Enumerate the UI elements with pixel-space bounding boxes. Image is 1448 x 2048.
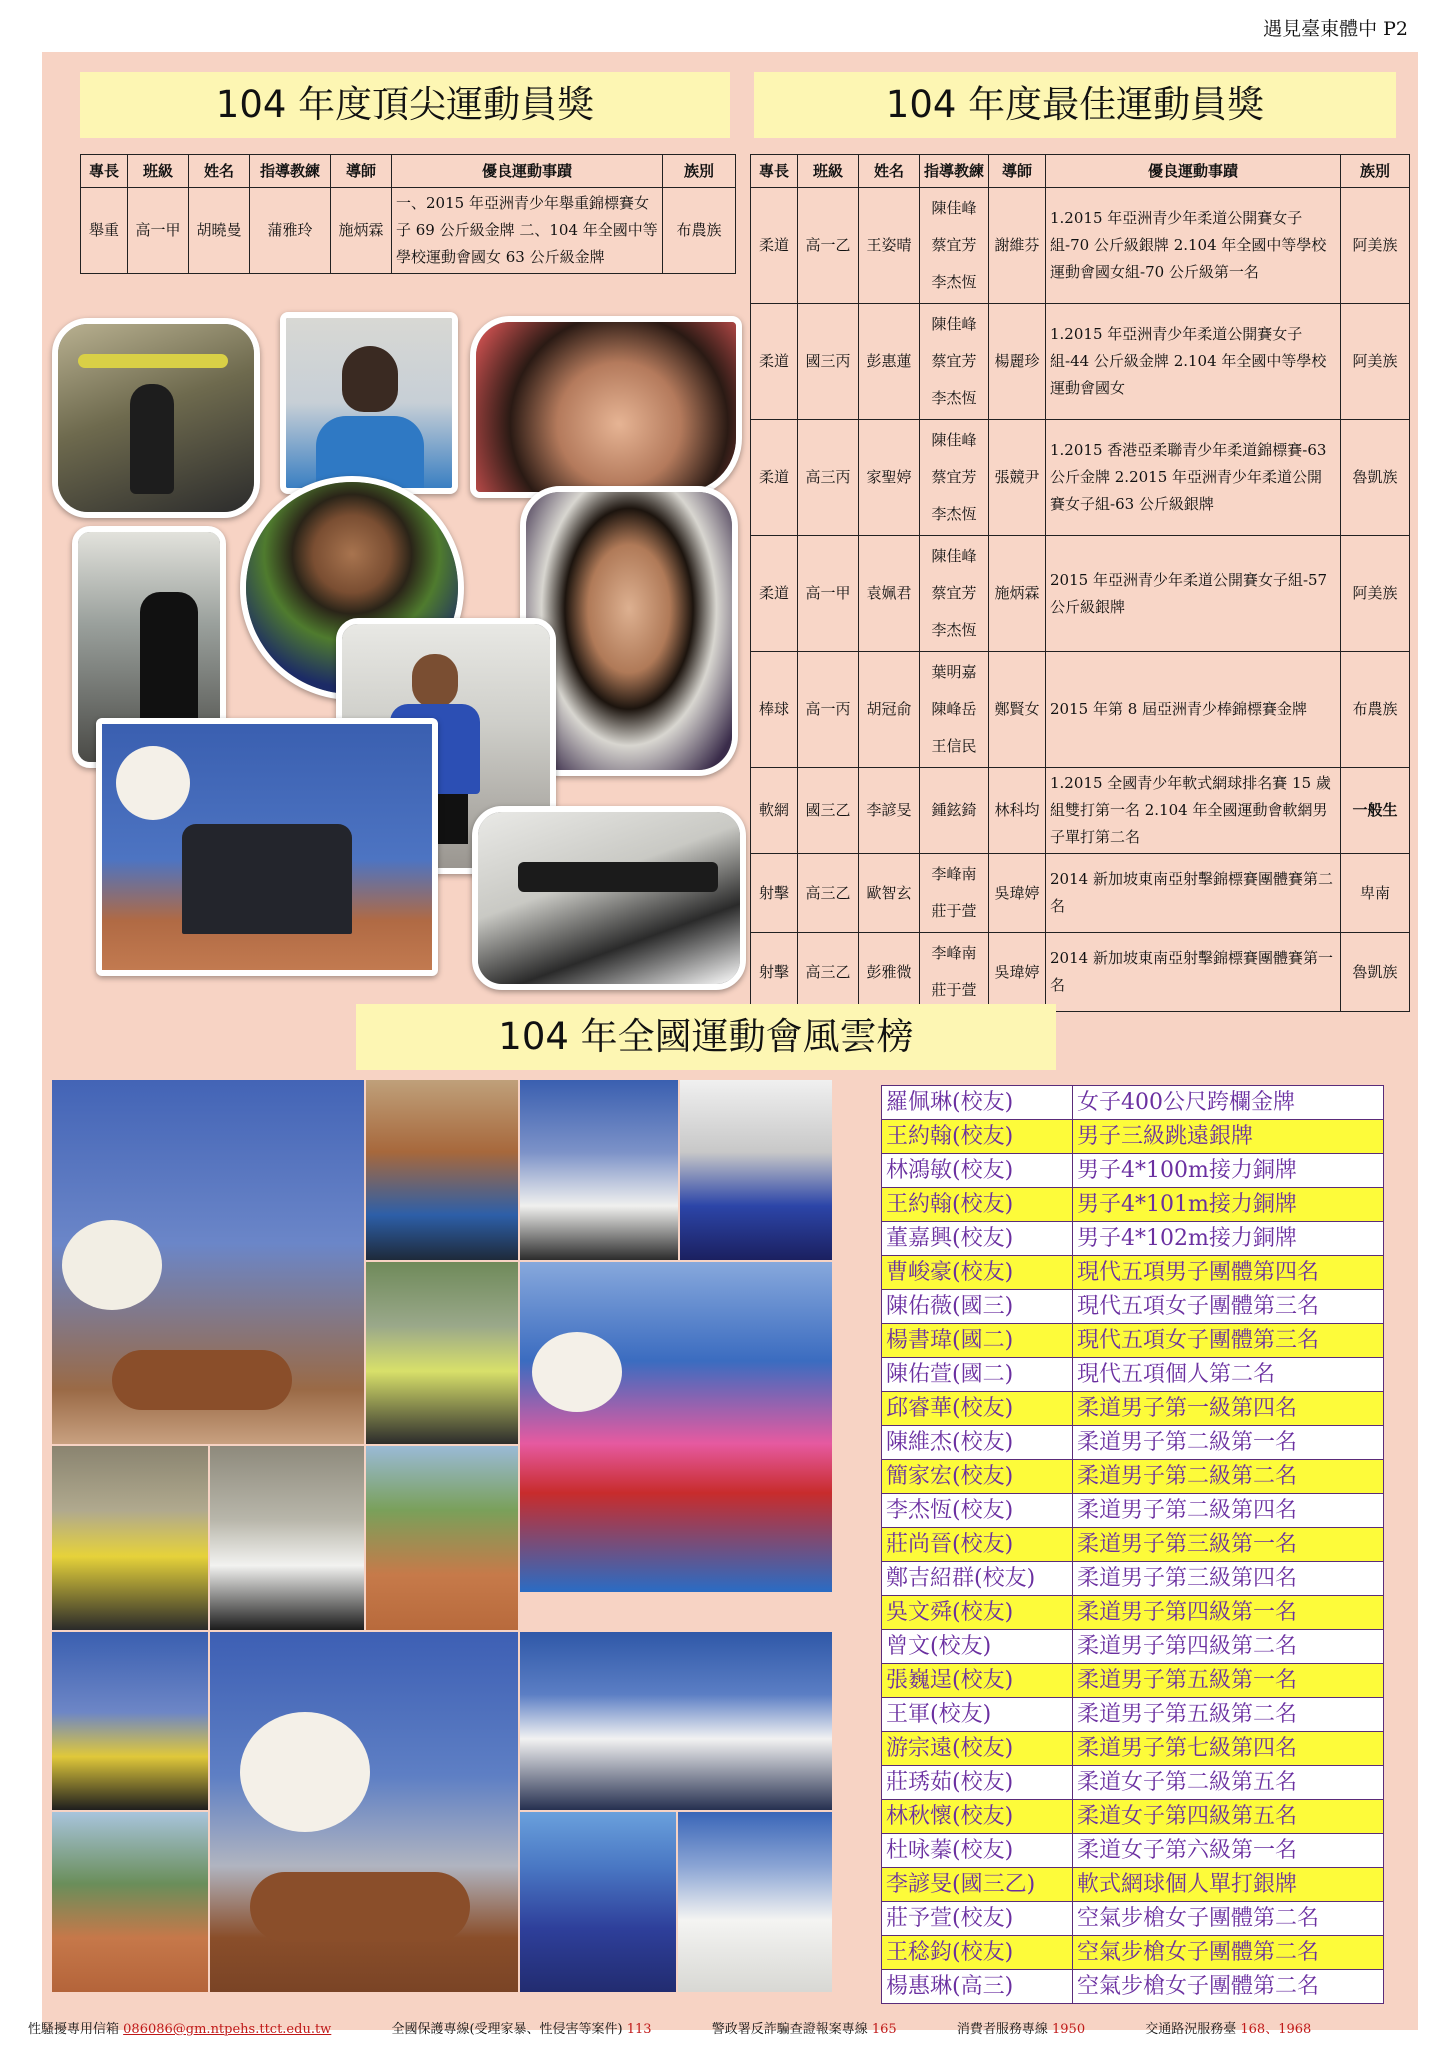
award-result: 空氣步槍女子團體第二名 (1077, 1940, 1320, 1965)
award-result: 柔道男子第三級第一名 (1077, 1532, 1298, 1557)
coach-name: 李峰南 (931, 944, 977, 962)
name-cell: 彭惠蓮 (859, 304, 920, 420)
mentor-cell: 吳瑋婷 (989, 933, 1046, 1012)
award-row (881, 1562, 1384, 1596)
footer-item-label: 消費者服務專線 (956, 2022, 1048, 2037)
award-athlete-name: 邱睿華(校友) (882, 1392, 1073, 1425)
coach-name: 蒲雅玲 (267, 221, 313, 239)
coach-cell (920, 536, 989, 652)
footer (28, 2018, 1428, 2037)
coach-cell (920, 420, 989, 536)
award-result: 女子400公尺跨欄金牌 (1077, 1090, 1295, 1115)
col-header: 班級 (798, 155, 859, 188)
table-row (751, 536, 1410, 652)
coach-cell (920, 304, 989, 420)
achievement-cell: 1.2015 年亞洲青少年柔道公開賽女子組-70 公斤級銀牌 2.104 年全國中等學校運動會國女組-70 公斤級第一名 (1046, 188, 1341, 304)
tribe-cell: 布農族 (663, 188, 736, 274)
table-row (751, 854, 1410, 933)
award-athlete-name: 陳維杰(校友) (882, 1426, 1073, 1459)
footer-item-label: 全國保護專線(受理家暴、性侵害等案件) (391, 2022, 623, 2037)
award-athlete-name: 王稔鈞(校友) (882, 1936, 1073, 1969)
coach-name: 蔡宜芳 (931, 584, 977, 602)
photo-mascot-banner (210, 1632, 518, 1992)
award-athlete-name: 曹峻豪(校友) (882, 1256, 1073, 1289)
award-result: 柔道男子第二級第一名 (1077, 1430, 1298, 1455)
photo-national-games-group (96, 718, 438, 976)
coach-name: 鍾鉉錡 (931, 801, 977, 819)
award-row (881, 1834, 1384, 1868)
award-row (881, 1528, 1384, 1562)
class-cell: 高一甲 (128, 188, 189, 274)
class-cell: 高一甲 (798, 536, 859, 652)
national-games-award-list (881, 1085, 1384, 2004)
photo-judo-medal-pair (678, 1812, 832, 1992)
sport-cell: 柔道 (751, 420, 798, 536)
sport-cell: 柔道 (751, 304, 798, 420)
coach-cell (920, 652, 989, 768)
footer-item-value: 1950 (1052, 2022, 1086, 2037)
mentor-cell: 施炳霖 (989, 536, 1046, 652)
award-athlete-name: 吳文舜(校友) (882, 1596, 1073, 1629)
award-row (881, 1936, 1384, 1970)
award-result: 柔道女子第六級第一名 (1077, 1838, 1298, 1863)
award-row (881, 1800, 1384, 1834)
footer-item-label: 性騷擾專用信箱 (28, 2022, 120, 2037)
award-result: 柔道男子第一級第四名 (1077, 1396, 1298, 1421)
col-header: 優良運動事蹟 (392, 155, 663, 188)
award-row (881, 1358, 1384, 1392)
award-row (881, 1596, 1384, 1630)
coach-cell (920, 768, 989, 854)
photo-pentathlon-podium (520, 1262, 832, 1592)
achievement-cell: 2014 新加坡東南亞射擊錦標賽團體賽第二名 (1046, 854, 1341, 933)
footer-item-label: 交通路況服務臺 (1145, 2022, 1237, 2037)
sport-cell: 柔道 (751, 536, 798, 652)
coach-name: 蔡宜芳 (931, 468, 977, 486)
award-row (881, 1868, 1384, 1902)
coach-name: 王信民 (931, 737, 977, 755)
sport-cell: 軟網 (751, 768, 798, 854)
coach-name: 李杰恆 (931, 389, 977, 407)
award-result: 軟式網球個人單打銀牌 (1077, 1872, 1298, 1897)
award-athlete-name: 王約翰(校友) (882, 1120, 1073, 1153)
national-games-title: 104 年全國運動會風雲榜 (356, 1004, 1056, 1070)
coach-name: 陳峰岳 (931, 700, 977, 718)
tribe-cell: 阿美族 (1341, 304, 1410, 420)
coach-name: 陳佳峰 (931, 315, 977, 333)
award-result: 男子4*102m接力銅牌 (1077, 1226, 1297, 1251)
award-row (881, 1085, 1384, 1120)
photo-running-track (52, 1812, 208, 1992)
award-row (881, 1120, 1384, 1154)
award-row (881, 1732, 1384, 1766)
coach-name: 蔡宜芳 (931, 236, 977, 254)
name-cell: 李諺旻 (859, 768, 920, 854)
footer-item-value: 165 (871, 2022, 897, 2037)
table-row (751, 304, 1410, 420)
coach-cell (920, 188, 989, 304)
award-athlete-name: 林秋懷(校友) (882, 1800, 1073, 1833)
coach-name: 李杰恆 (931, 621, 977, 639)
award-result: 柔道女子第二級第五名 (1077, 1770, 1298, 1795)
col-header: 優良運動事蹟 (1046, 155, 1341, 188)
col-header: 族別 (1341, 155, 1410, 188)
award-athlete-name: 董嘉興(校友) (882, 1222, 1073, 1255)
award-row (881, 1256, 1384, 1290)
award-athlete-name: 李杰恆(校友) (882, 1494, 1073, 1527)
mentor-cell: 謝維芬 (989, 188, 1046, 304)
mentor-cell: 張競尹 (989, 420, 1046, 536)
photo-athlete-glasses (280, 312, 458, 494)
award-row (881, 1222, 1384, 1256)
col-header: 導師 (989, 155, 1046, 188)
photo-tennis-court (366, 1446, 518, 1630)
award-row (881, 1188, 1384, 1222)
photo-track-girls (366, 1262, 518, 1444)
award-result: 現代五項個人第二名 (1077, 1362, 1276, 1387)
col-header: 導師 (331, 155, 392, 188)
sport-cell: 射擊 (751, 854, 798, 933)
award-row (881, 1630, 1384, 1664)
award-athlete-name: 林鴻敏(校友) (882, 1154, 1073, 1187)
top-athlete-title: 104 年度頂尖運動員獎 (80, 72, 730, 138)
tribe-cell: 卑南 (1341, 854, 1410, 933)
mentor-cell: 施炳霖 (331, 188, 392, 274)
name-cell: 王姿晴 (859, 188, 920, 304)
class-cell: 國三乙 (798, 768, 859, 854)
mentor-cell: 吳瑋婷 (989, 854, 1046, 933)
photo-coach-group (52, 1632, 208, 1810)
mentor-cell: 楊麗珍 (989, 304, 1046, 420)
photo-judo-medalists (520, 1080, 678, 1260)
footer-item-value: 113 (626, 2022, 652, 2037)
coach-name: 莊于萱 (931, 902, 977, 920)
footer-email-link[interactable]: 086086@gm.ntpehs.ttct.edu.tw (123, 2022, 332, 2037)
award-row (881, 1290, 1384, 1324)
award-result: 柔道男子第四級第一名 (1077, 1600, 1298, 1625)
mentor-cell: 林科均 (989, 768, 1046, 854)
award-athlete-name: 張巍逞(校友) (882, 1664, 1073, 1697)
award-result: 柔道男子第二級第四名 (1077, 1498, 1298, 1523)
award-row (881, 1324, 1384, 1358)
table-row (751, 652, 1410, 768)
class-cell: 高一丙 (798, 652, 859, 768)
award-result: 柔道男子第七級第四名 (1077, 1736, 1298, 1761)
tribe-cell: 魯凱族 (1341, 933, 1410, 1012)
col-header: 班級 (128, 155, 189, 188)
award-result: 柔道男子第四級第二名 (1077, 1634, 1298, 1659)
photo-mascot-group (52, 1080, 364, 1444)
photo-judo-gi-athlete (520, 1812, 676, 1992)
award-athlete-name: 鄭吉紹群(校友) (882, 1562, 1073, 1595)
award-row (881, 1664, 1384, 1698)
coach-name: 李杰恆 (931, 505, 977, 523)
photo-smiling-girl (470, 316, 742, 498)
coach-name: 陳佳峰 (931, 431, 977, 449)
class-cell: 國三丙 (798, 304, 859, 420)
sport-cell: 射擊 (751, 933, 798, 1012)
class-cell: 高一乙 (798, 188, 859, 304)
sport-cell: 舉重 (81, 188, 128, 274)
coach-cell (920, 933, 989, 1012)
coach-name: 陳佳峰 (931, 199, 977, 217)
tribe-cell: 阿美族 (1341, 536, 1410, 652)
achievement-cell: 1.2015 香港亞柔聯青少年柔道錦標賽-63 公斤金牌 2.2015 年亞洲青少年柔道公開賽女子組-63 公斤級銀牌 (1046, 420, 1341, 536)
achievement-cell: 1.2015 年亞洲青少年柔道公開賽女子組-44 公斤級金牌 2.104 年全國中等學校運動會國女 (1046, 304, 1341, 420)
name-cell: 胡曉曼 (189, 188, 250, 274)
award-athlete-name: 李諺旻(國三乙) (882, 1868, 1073, 1901)
name-cell: 歐智玄 (859, 854, 920, 933)
award-result: 現代五項女子團體第三名 (1077, 1328, 1320, 1353)
award-athlete-name: 游宗遠(校友) (882, 1732, 1073, 1765)
award-result: 現代五項男子團體第四名 (1077, 1260, 1320, 1285)
award-athlete-name: 莊尚晉(校友) (882, 1528, 1073, 1561)
photo-rifle-shooter (472, 806, 746, 990)
award-athlete-name: 莊琇茹(校友) (882, 1766, 1073, 1799)
class-cell: 高三乙 (798, 933, 859, 1012)
award-result: 柔道男子第二級第二名 (1077, 1464, 1298, 1489)
award-athlete-name: 王軍(校友) (882, 1698, 1073, 1731)
best-athlete-table (750, 154, 1410, 1012)
award-result: 男子三級跳遠銀牌 (1077, 1124, 1254, 1149)
tribe-cell: 阿美族 (1341, 188, 1410, 304)
award-athlete-name: 陳佑萱(國二) (882, 1358, 1073, 1391)
photo-certificate-pair (210, 1446, 364, 1630)
award-athlete-name: 王約翰(校友) (882, 1188, 1073, 1221)
coach-cell (250, 188, 331, 274)
col-header: 專長 (81, 155, 128, 188)
col-header: 專長 (751, 155, 798, 188)
col-header: 指導教練 (250, 155, 331, 188)
class-cell: 高三丙 (798, 420, 859, 536)
award-athlete-name: 陳佑薇(國三) (882, 1290, 1073, 1323)
award-result: 柔道男子第五級第一名 (1077, 1668, 1298, 1693)
award-athlete-name: 楊書瑋(國二) (882, 1324, 1073, 1357)
table-row (751, 768, 1410, 854)
photo-weightlifting (52, 318, 260, 518)
achievement-cell: 2015 年亞洲青少年柔道公開賽女子組-57 公斤級銀牌 (1046, 536, 1341, 652)
award-athlete-name: 羅佩琳(校友) (882, 1086, 1073, 1119)
photo-certificate-group (52, 1446, 208, 1630)
sport-cell: 棒球 (751, 652, 798, 768)
achievement-cell: 一、2015 年亞洲青少年舉重錦標賽女子 69 公斤級金牌 二、104 年全國中等學校運動會國女 63 公斤級金牌 (392, 188, 663, 274)
award-result: 空氣步槍女子團體第二名 (1077, 1906, 1320, 1931)
col-header: 族別 (663, 155, 736, 188)
coach-cell (920, 854, 989, 933)
award-result: 空氣步槍女子團體第二名 (1077, 1974, 1320, 1999)
best-athlete-title: 104 年度最佳運動員獎 (754, 72, 1396, 138)
coach-name: 蔡宜芳 (931, 352, 977, 370)
name-cell: 家聖婷 (859, 420, 920, 536)
coach-name: 陳佳峰 (931, 547, 977, 565)
table-row (751, 420, 1410, 536)
photo-award-ceremony (520, 1632, 832, 1810)
tribe-cell: 布農族 (1341, 652, 1410, 768)
name-cell: 胡冠俞 (859, 652, 920, 768)
achievement-cell: 2015 年第 8 屆亞洲青少棒錦標賽金牌 (1046, 652, 1341, 768)
footer-item-value: 168、1968 (1240, 2022, 1312, 2037)
page-label: 遇見臺東體中 P2 (1263, 18, 1408, 40)
award-row (881, 1154, 1384, 1188)
table-row (81, 188, 736, 274)
coach-name: 葉明嘉 (931, 663, 977, 681)
name-cell: 袁姵君 (859, 536, 920, 652)
name-cell: 彭雅微 (859, 933, 920, 1012)
award-result: 男子4*101m接力銅牌 (1077, 1192, 1297, 1217)
award-athlete-name: 楊惠琳(高三) (882, 1970, 1073, 2003)
achievement-cell: 1.2015 全國青少年軟式網球排名賽 15 歲組雙打第一名 2.104 年全國運動會軟網男子單打第二名 (1046, 768, 1341, 854)
award-row (881, 1494, 1384, 1528)
table-row (751, 188, 1410, 304)
award-result: 男子4*100m接力銅牌 (1077, 1158, 1297, 1183)
col-header: 姓名 (189, 155, 250, 188)
tribe-cell: 一般生 (1341, 768, 1410, 854)
award-athlete-name: 杜咏蓁(校友) (882, 1834, 1073, 1867)
photo-selfie-pair (366, 1080, 518, 1260)
coach-name: 莊于萱 (931, 981, 977, 999)
award-row (881, 1426, 1384, 1460)
award-athlete-name: 莊予萱(校友) (882, 1902, 1073, 1935)
tribe-cell: 魯凱族 (1341, 420, 1410, 536)
award-row (881, 1902, 1384, 1936)
table-row (751, 933, 1410, 1012)
coach-name: 李峰南 (931, 865, 977, 883)
award-result: 柔道男子第三級第四名 (1077, 1566, 1298, 1591)
award-row (881, 1698, 1384, 1732)
award-row (881, 1392, 1384, 1426)
achievement-cell: 2014 新加坡東南亞射擊錦標賽團體賽第一名 (1046, 933, 1341, 1012)
table-header-row (751, 155, 1410, 188)
mentor-cell: 鄭賢女 (989, 652, 1046, 768)
col-header: 指導教練 (920, 155, 989, 188)
award-result: 柔道女子第四級第五名 (1077, 1804, 1298, 1829)
footer-item-label: 警政署反詐騙查證報案專線 (711, 2022, 868, 2037)
award-row (881, 1970, 1384, 2004)
award-athlete-name: 簡家宏(校友) (882, 1460, 1073, 1493)
class-cell: 高三乙 (798, 854, 859, 933)
sport-cell: 柔道 (751, 188, 798, 304)
award-result: 現代五項女子團體第三名 (1077, 1294, 1320, 1319)
top-athlete-table (80, 154, 736, 274)
coach-name: 李杰恆 (931, 273, 977, 291)
col-header: 姓名 (859, 155, 920, 188)
award-athlete-name: 曾文(校友) (882, 1630, 1073, 1663)
table-header-row (81, 155, 736, 188)
award-row (881, 1460, 1384, 1494)
photo-judo-athlete (680, 1080, 832, 1260)
award-result: 柔道男子第五級第二名 (1077, 1702, 1298, 1727)
award-row (881, 1766, 1384, 1800)
